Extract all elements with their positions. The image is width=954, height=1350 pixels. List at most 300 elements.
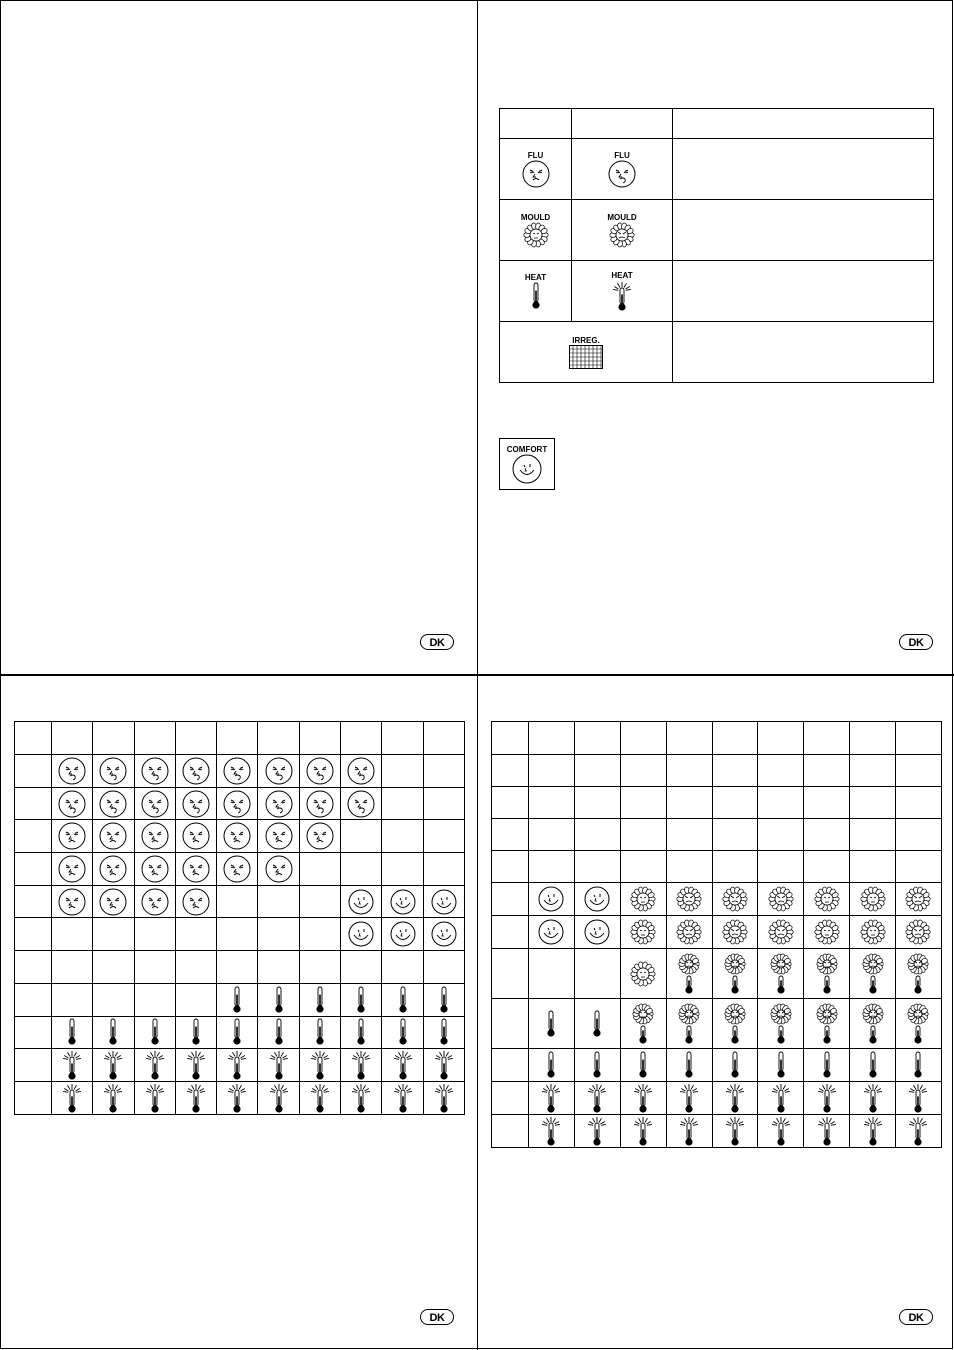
comfort-indicator xyxy=(499,438,555,490)
table-cell xyxy=(666,851,712,883)
table-cell xyxy=(299,1049,340,1082)
table-cell xyxy=(175,951,216,984)
humidity-temperature-table-right xyxy=(491,721,942,1148)
table-cell xyxy=(341,853,382,886)
thermometer-blink-icon xyxy=(217,1082,257,1114)
table-cell xyxy=(666,1082,712,1115)
table-cell xyxy=(574,916,620,949)
table-cell xyxy=(896,1049,942,1082)
header-cell xyxy=(382,722,423,755)
table-cell xyxy=(896,755,942,787)
table-cell xyxy=(175,1016,216,1049)
table-cell xyxy=(620,1115,666,1148)
table-row xyxy=(15,885,465,918)
thermometer-blink-icon xyxy=(52,1049,92,1081)
table-cell xyxy=(620,755,666,787)
thermometer-blink-icon xyxy=(300,1082,340,1114)
table-row xyxy=(15,1082,465,1115)
dk-badge: DK xyxy=(420,634,454,650)
thermometer-blink-icon xyxy=(382,1082,422,1114)
table-cell xyxy=(175,1049,216,1082)
table-cell xyxy=(804,883,850,916)
table-cell xyxy=(299,1082,340,1115)
thermometer-icon xyxy=(667,1051,712,1079)
table-cell xyxy=(382,853,423,886)
thermometer-blink-icon xyxy=(341,1082,381,1114)
table-cell xyxy=(666,787,712,819)
thermometer-blink-icon xyxy=(135,1049,175,1081)
table-cell xyxy=(620,851,666,883)
table-cell xyxy=(258,853,299,886)
thermometer-blink-icon xyxy=(341,1049,381,1081)
table-cell xyxy=(850,1082,896,1115)
table-cell xyxy=(620,1082,666,1115)
thermometer-blink-icon xyxy=(93,1082,133,1114)
table-cell xyxy=(341,820,382,853)
table-cell xyxy=(217,951,258,984)
header-cell xyxy=(850,722,896,755)
table-row xyxy=(15,820,465,853)
table-cell xyxy=(758,916,804,949)
thermometer-blink-icon xyxy=(896,1082,941,1114)
table-cell xyxy=(896,1115,942,1148)
table-cell xyxy=(93,820,134,853)
table-cell xyxy=(382,885,423,918)
table-cell xyxy=(529,883,575,916)
table-cell xyxy=(492,949,529,999)
thermometer-icon xyxy=(217,986,257,1014)
table-cell xyxy=(529,1049,575,1082)
table-cell xyxy=(258,918,299,951)
legend-label: FLU xyxy=(527,150,544,160)
flu-face-sick-icon xyxy=(176,757,216,785)
table-row xyxy=(492,755,942,787)
table-cell xyxy=(134,755,175,788)
header-cell xyxy=(175,722,216,755)
mould-sick-heat-icon xyxy=(896,953,941,995)
table-cell xyxy=(896,999,942,1049)
table-cell xyxy=(15,853,52,886)
table-cell xyxy=(134,1049,175,1082)
table-cell xyxy=(492,999,529,1049)
thermometer-blink-icon xyxy=(758,1082,803,1114)
mould-sick-heat-icon xyxy=(667,1003,712,1045)
legend-header-cell xyxy=(500,109,572,139)
table-cell xyxy=(382,1016,423,1049)
flu-face-icon xyxy=(52,822,92,850)
flu-face-icon xyxy=(52,888,92,916)
comfort-smile-icon xyxy=(529,886,574,912)
thermometer-blink-icon xyxy=(176,1049,216,1081)
table-cell xyxy=(492,787,529,819)
thermometer-blink-icon xyxy=(804,1082,849,1114)
table-cell xyxy=(758,755,804,787)
table-cell xyxy=(712,755,758,787)
table-cell xyxy=(134,918,175,951)
thermometer-blink-icon xyxy=(382,1049,422,1081)
thermometer-icon xyxy=(804,1051,849,1079)
thermometer-icon xyxy=(341,1018,381,1046)
thermometer-blink-icon xyxy=(217,1049,257,1081)
table-cell xyxy=(52,885,93,918)
table-cell xyxy=(299,951,340,984)
thermometer-blink-icon xyxy=(176,1082,216,1114)
table-cell xyxy=(382,1082,423,1115)
thermometer-icon xyxy=(896,1051,941,1079)
thermometer-icon xyxy=(758,1051,803,1079)
thermometer-icon xyxy=(300,1018,340,1046)
table-cell xyxy=(423,951,464,984)
table-cell xyxy=(529,999,575,1049)
table-cell xyxy=(93,787,134,820)
flu-face-icon xyxy=(93,888,133,916)
table-cell xyxy=(712,1082,758,1115)
table-cell xyxy=(175,820,216,853)
table-cell xyxy=(423,755,464,788)
table-row xyxy=(492,1082,942,1115)
thermometer-blink-icon xyxy=(575,1115,620,1147)
table-cell xyxy=(15,755,52,788)
table-cell xyxy=(175,918,216,951)
thermometer-icon xyxy=(713,1051,758,1079)
table-cell xyxy=(93,853,134,886)
table-cell xyxy=(896,1082,942,1115)
humidity-temperature-table-left xyxy=(14,721,465,1115)
table-cell xyxy=(341,885,382,918)
thermometer-blink-icon xyxy=(804,1115,849,1147)
flu-face-icon xyxy=(258,822,298,850)
table-cell xyxy=(299,820,340,853)
thermometer-blink-icon xyxy=(572,280,672,312)
irregular-grid-icon xyxy=(500,345,672,369)
thermometer-blink-icon xyxy=(424,1049,464,1081)
mould-flower-sick-icon xyxy=(758,919,803,945)
table-cell xyxy=(382,787,423,820)
flu-face-sick-icon xyxy=(217,790,257,818)
table-cell xyxy=(529,851,575,883)
table-row xyxy=(15,951,465,984)
table-cell xyxy=(299,885,340,918)
flu-face-sick-icon xyxy=(217,757,257,785)
table-cell xyxy=(423,1016,464,1049)
table-cell xyxy=(341,1082,382,1115)
table-cell xyxy=(423,885,464,918)
mould-sick-heat-icon xyxy=(850,953,895,995)
table-row xyxy=(15,1016,465,1049)
table-cell xyxy=(382,1049,423,1082)
table-row xyxy=(492,787,942,819)
table-cell xyxy=(758,1049,804,1082)
mould-flower-icon xyxy=(621,961,666,987)
table-cell xyxy=(492,1082,529,1115)
table-cell xyxy=(712,916,758,949)
table-cell xyxy=(574,851,620,883)
comfort-smile-icon xyxy=(341,921,381,947)
table-cell xyxy=(712,851,758,883)
table-cell xyxy=(620,999,666,1049)
table-cell xyxy=(175,755,216,788)
flu-face-icon xyxy=(217,822,257,850)
legend-label: MOULD xyxy=(520,212,551,222)
table-cell xyxy=(712,1115,758,1148)
mould-flower-sick-icon xyxy=(572,222,672,248)
table-cell xyxy=(850,755,896,787)
flu-face-sick-icon xyxy=(52,757,92,785)
table-row xyxy=(492,819,942,851)
mould-flower-icon xyxy=(850,919,895,945)
table-cell xyxy=(529,916,575,949)
table-cell xyxy=(134,1016,175,1049)
table-cell xyxy=(804,1115,850,1148)
flu-face-sick-icon xyxy=(135,757,175,785)
table-cell xyxy=(258,983,299,1016)
thermometer-blink-icon xyxy=(713,1082,758,1114)
table-cell xyxy=(341,787,382,820)
table-cell xyxy=(175,1082,216,1115)
mould-flower-sick-icon xyxy=(667,919,712,945)
table-cell xyxy=(896,949,942,999)
table-cell xyxy=(52,1082,93,1115)
table-cell xyxy=(15,885,52,918)
table-cell xyxy=(758,1082,804,1115)
comfort-smile-icon xyxy=(529,919,574,945)
table-cell xyxy=(804,851,850,883)
comfort-smile-icon xyxy=(575,919,620,945)
mould-flower-sick-icon xyxy=(713,919,758,945)
mould-flower-icon xyxy=(500,222,571,248)
flu-face-sick-icon xyxy=(300,757,340,785)
table-cell xyxy=(804,787,850,819)
table-cell xyxy=(666,1049,712,1082)
comfort-smile-icon xyxy=(382,921,422,947)
mould-heat-icon xyxy=(804,953,849,995)
table-row xyxy=(15,983,465,1016)
flu-face-sick-icon xyxy=(341,790,381,818)
table-cell xyxy=(175,983,216,1016)
table-cell xyxy=(52,983,93,1016)
table-cell xyxy=(93,983,134,1016)
flu-face-icon xyxy=(176,822,216,850)
table-cell xyxy=(423,1082,464,1115)
table-cell xyxy=(492,755,529,787)
table-cell xyxy=(52,1016,93,1049)
table-cell xyxy=(492,1115,529,1148)
flu-face-sick-icon xyxy=(258,757,298,785)
table-cell xyxy=(93,885,134,918)
table-cell xyxy=(850,916,896,949)
table-cell xyxy=(382,918,423,951)
table-cell xyxy=(93,755,134,788)
flu-face-sick-icon xyxy=(572,160,672,188)
mould-flower-sick-icon xyxy=(758,886,803,912)
table-cell xyxy=(258,755,299,788)
table-cell xyxy=(134,1082,175,1115)
table-cell xyxy=(492,916,529,949)
table-cell xyxy=(175,853,216,886)
flu-face-sick-icon xyxy=(52,790,92,818)
table-cell xyxy=(134,853,175,886)
table-cell xyxy=(423,853,464,886)
table-cell xyxy=(217,918,258,951)
table-cell xyxy=(574,1082,620,1115)
table-cell xyxy=(299,983,340,1016)
table-cell xyxy=(341,1016,382,1049)
table-cell xyxy=(382,755,423,788)
table-cell xyxy=(804,1082,850,1115)
table-cell xyxy=(574,787,620,819)
table-cell xyxy=(758,999,804,1049)
table-cell xyxy=(52,951,93,984)
thermometer-blink-icon xyxy=(621,1082,666,1114)
table-cell xyxy=(258,787,299,820)
legend-header-cell xyxy=(673,109,934,139)
header-cell xyxy=(492,722,529,755)
table-cell xyxy=(620,949,666,999)
table-row xyxy=(15,853,465,886)
header-cell xyxy=(666,722,712,755)
table-cell xyxy=(850,819,896,851)
header-cell xyxy=(896,722,942,755)
comfort-smile-icon xyxy=(575,886,620,912)
table-cell xyxy=(529,819,575,851)
table-cell xyxy=(217,755,258,788)
thermometer-icon xyxy=(176,1018,216,1046)
mould-sick-heat-icon xyxy=(667,953,712,995)
table-cell xyxy=(574,883,620,916)
table-cell xyxy=(299,755,340,788)
legend-header-cell xyxy=(572,109,673,139)
thermometer-blink-icon xyxy=(850,1082,895,1114)
thermometer-icon xyxy=(424,1018,464,1046)
table-cell xyxy=(93,1082,134,1115)
table-cell xyxy=(217,1016,258,1049)
table-cell xyxy=(850,949,896,999)
flu-face-icon xyxy=(135,822,175,850)
table-cell xyxy=(529,1082,575,1115)
table-cell xyxy=(850,999,896,1049)
legend-label: IRREG. xyxy=(572,335,600,345)
table-cell xyxy=(341,755,382,788)
table-cell xyxy=(341,918,382,951)
table-cell xyxy=(529,787,575,819)
table-cell xyxy=(896,819,942,851)
table-cell xyxy=(299,1016,340,1049)
table-cell xyxy=(175,787,216,820)
legend-label: HEAT xyxy=(611,270,633,280)
flu-face-sick-icon xyxy=(93,757,133,785)
thermometer-blink-icon xyxy=(258,1049,298,1081)
thermometer-icon xyxy=(500,282,571,310)
table-cell xyxy=(896,787,942,819)
thermometer-blink-icon xyxy=(93,1049,133,1081)
flu-face-icon xyxy=(52,855,92,883)
table-cell xyxy=(299,787,340,820)
thermometer-blink-icon xyxy=(667,1115,712,1147)
legend-row-irreg xyxy=(500,322,934,383)
thermometer-icon xyxy=(850,1051,895,1079)
flu-face-icon xyxy=(217,855,257,883)
table-cell xyxy=(134,951,175,984)
thermometer-icon xyxy=(52,1018,92,1046)
flu-face-icon xyxy=(93,822,133,850)
header-cell xyxy=(93,722,134,755)
table-cell xyxy=(850,1115,896,1148)
mould-sick-heat-icon xyxy=(758,1003,803,1045)
table-cell xyxy=(712,999,758,1049)
table-cell xyxy=(850,883,896,916)
table-cell xyxy=(620,819,666,851)
table-cell xyxy=(52,1049,93,1082)
flu-face-sick-icon xyxy=(258,790,298,818)
dk-badge: DK xyxy=(899,634,933,650)
flu-face-sick-icon xyxy=(341,757,381,785)
mould-flower-icon xyxy=(850,886,895,912)
flu-face-icon xyxy=(258,855,298,883)
mould-flower-icon xyxy=(804,919,849,945)
table-cell xyxy=(93,1016,134,1049)
thermometer-icon xyxy=(217,1018,257,1046)
table-cell xyxy=(666,1115,712,1148)
table-cell xyxy=(15,787,52,820)
header-cell xyxy=(217,722,258,755)
table-cell xyxy=(712,949,758,999)
mould-sick-heat-icon xyxy=(896,1003,941,1045)
table-cell xyxy=(574,819,620,851)
header-cell xyxy=(341,722,382,755)
table-cell xyxy=(382,983,423,1016)
comfort-label: COMFORT xyxy=(506,445,548,454)
header-cell xyxy=(804,722,850,755)
thermometer-icon xyxy=(300,986,340,1014)
table-cell xyxy=(258,1016,299,1049)
legend-row-flu xyxy=(500,139,934,200)
table-row xyxy=(492,916,942,949)
table-cell xyxy=(341,983,382,1016)
table-cell xyxy=(896,851,942,883)
table-cell xyxy=(134,820,175,853)
table-header-row xyxy=(492,722,942,755)
table-cell xyxy=(423,787,464,820)
thermometer-blink-icon xyxy=(135,1082,175,1114)
header-cell xyxy=(15,722,52,755)
header-cell xyxy=(620,722,666,755)
thermometer-blink-icon xyxy=(896,1115,941,1147)
comfort-smile-icon xyxy=(424,921,464,947)
table-cell xyxy=(804,1049,850,1082)
table-cell xyxy=(423,983,464,1016)
table-cell xyxy=(850,851,896,883)
legend-label: MOULD xyxy=(607,212,637,222)
table-cell xyxy=(134,983,175,1016)
thermometer-blink-icon xyxy=(52,1082,92,1114)
table-cell xyxy=(175,885,216,918)
header-cell xyxy=(134,722,175,755)
table-cell xyxy=(574,755,620,787)
table-cell xyxy=(341,1049,382,1082)
mould-heat-icon xyxy=(621,1003,666,1045)
table-cell xyxy=(217,885,258,918)
thermometer-blink-icon xyxy=(575,1082,620,1114)
table-cell xyxy=(529,755,575,787)
thermometer-icon xyxy=(424,986,464,1014)
table-cell xyxy=(712,819,758,851)
mould-sick-heat-icon xyxy=(758,953,803,995)
flu-face-icon xyxy=(500,160,571,188)
table-row xyxy=(15,787,465,820)
thermometer-blink-icon xyxy=(529,1082,574,1114)
flu-face-icon xyxy=(93,855,133,883)
table-cell xyxy=(52,787,93,820)
